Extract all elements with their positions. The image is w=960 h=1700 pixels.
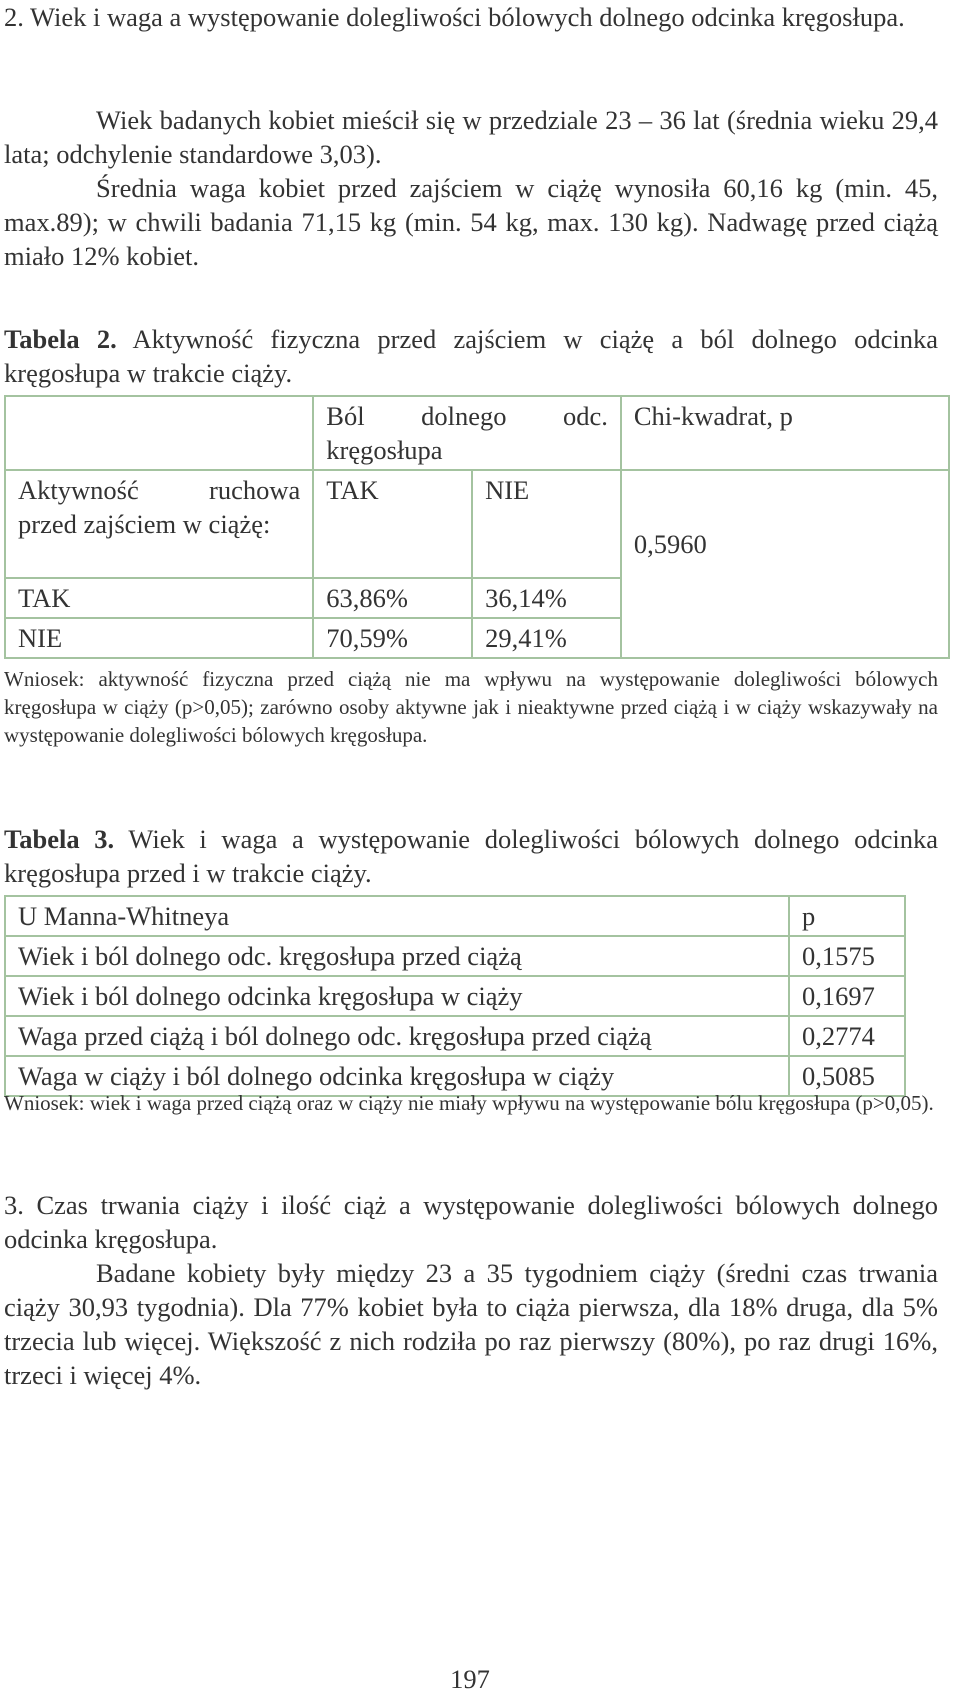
- table-2-header-row: [5, 396, 949, 470]
- table-2-row-label: Aktywność ruchowa przed zajściem w ciążę:: [5, 470, 313, 578]
- table-2-chi-value: 0,5960: [621, 470, 949, 658]
- table-3-row-2-label: Waga przed ciążą i ból dolnego odc. kręgosłupa przed ciążą: [5, 1016, 789, 1056]
- table-2-empty-corner: [5, 396, 313, 470]
- table-3-caption: [4, 822, 938, 890]
- table-2-col-nie: NIE: [472, 470, 621, 578]
- table-3-header-p: p: [789, 896, 905, 936]
- table-3-row-1-label: Wiek i ból dolnego odcinka kręgosłupa w ciąży: [5, 976, 789, 1016]
- table-3: [4, 895, 906, 1097]
- table-3-header-row: [5, 896, 905, 936]
- table-3-caption-label: Tabela 3.: [4, 824, 115, 854]
- table-3-conclusion: Wniosek: wiek i waga przed ciążą oraz w ciąży nie miały wpływu na występowanie bólu kręgosłupa (p>0,05).: [4, 1091, 934, 1115]
- table-3-row-0-p: 0,1575: [789, 936, 905, 976]
- table-2-row-0-label: TAK: [5, 578, 313, 618]
- table-2: [4, 395, 950, 659]
- table-row: [5, 1016, 905, 1056]
- table-3-row-3-label: Waga w ciąży i ból dolnego odcinka kręgosłupa w ciąży: [5, 1056, 789, 1096]
- table-2-header-chi: Chi-kwadrat, p: [621, 396, 949, 470]
- section-2-heading: 2. Wiek i waga a występowanie dolegliwości bólowych dolnego odcinka kręgosłupa.: [4, 2, 905, 32]
- table-2-col-tak: TAK: [313, 470, 472, 578]
- section-2-paragraph-age: Wiek badanych kobiet mieścił się w przedziale 23 – 36 lat (średnia wieku 29,4 lata; odchylenie standardowe 3,03).: [4, 105, 938, 169]
- table-2-row-0-tak: 63,86%: [313, 578, 472, 618]
- table-2-row-1-tak: 70,59%: [313, 618, 472, 658]
- table-row: [5, 976, 905, 1016]
- table-3-caption-text: Wiek i waga a występowanie dolegliwości bólowych dolnego odcinka kręgosłupa przed i w trakcie ciąży.: [4, 824, 938, 888]
- table-2-row-1-nie: 29,41%: [472, 618, 621, 658]
- table-2-caption: [4, 322, 938, 390]
- table-2-row-0-nie: 36,14%: [472, 578, 621, 618]
- table-3-row-3-p: 0,5085: [789, 1056, 905, 1096]
- table-3-header-test: U Manna-Whitneya: [5, 896, 789, 936]
- page-number: 197: [450, 1664, 490, 1694]
- section-3-paragraph: Badane kobiety były między 23 a 35 tygodniem ciąży (średni czas trwania ciąży 30,93 tygodnia). Dla 77% kobiet była to ciąża pierwsza, dla 18% druga, dla 5% trzecia lub więcej. Większość z nich rodziła po raz pierwszy (80%), po raz drugi 16%, trzeci i więcej 4%.: [4, 1258, 938, 1390]
- table-3-row-0-label: Wiek i ból dolnego odc. kręgosłupa przed ciążą: [5, 936, 789, 976]
- table-2-subheader-row: [5, 470, 949, 578]
- table-3-row-1-p: 0,1697: [789, 976, 905, 1016]
- table-2-row-1-label: NIE: [5, 618, 313, 658]
- table-2-caption-text: Aktywność fizyczna przed zajściem w ciążę a ból dolnego odcinka kręgosłupa w trakcie ciąży.: [4, 324, 938, 388]
- section-2-paragraph-weight: Średnia waga kobiet przed zajściem w ciążę wynosiła 60,16 kg (min. 45, max.89); w chwili badania 71,15 kg (min. 54 kg, max. 130 kg). Nadwagę przed ciążą miało 12% kobiet.: [4, 173, 938, 271]
- table-2-conclusion: Wniosek: aktywność fizyczna przed ciążą nie ma wpływu na występowanie dolegliwości bólowych kręgosłupa w ciąży (p>0,05); zarówno osoby aktywne jak i nieaktywne przed ciążą i w ciąży wskazywały na występowanie dolegliwości bólowych kręgosłupa.: [4, 667, 938, 747]
- table-row: [5, 936, 905, 976]
- section-3-heading: 3. Czas trwania ciąży i ilość ciąż a występowanie dolegliwości bólowych dolnego odcinka kręgosłupa.: [4, 1190, 938, 1254]
- table-2-caption-label: Tabela 2.: [4, 324, 117, 354]
- table-3-row-2-p: 0,2774: [789, 1016, 905, 1056]
- table-2-header-pain: Ból dolnego odc. kręgosłupa: [313, 396, 621, 470]
